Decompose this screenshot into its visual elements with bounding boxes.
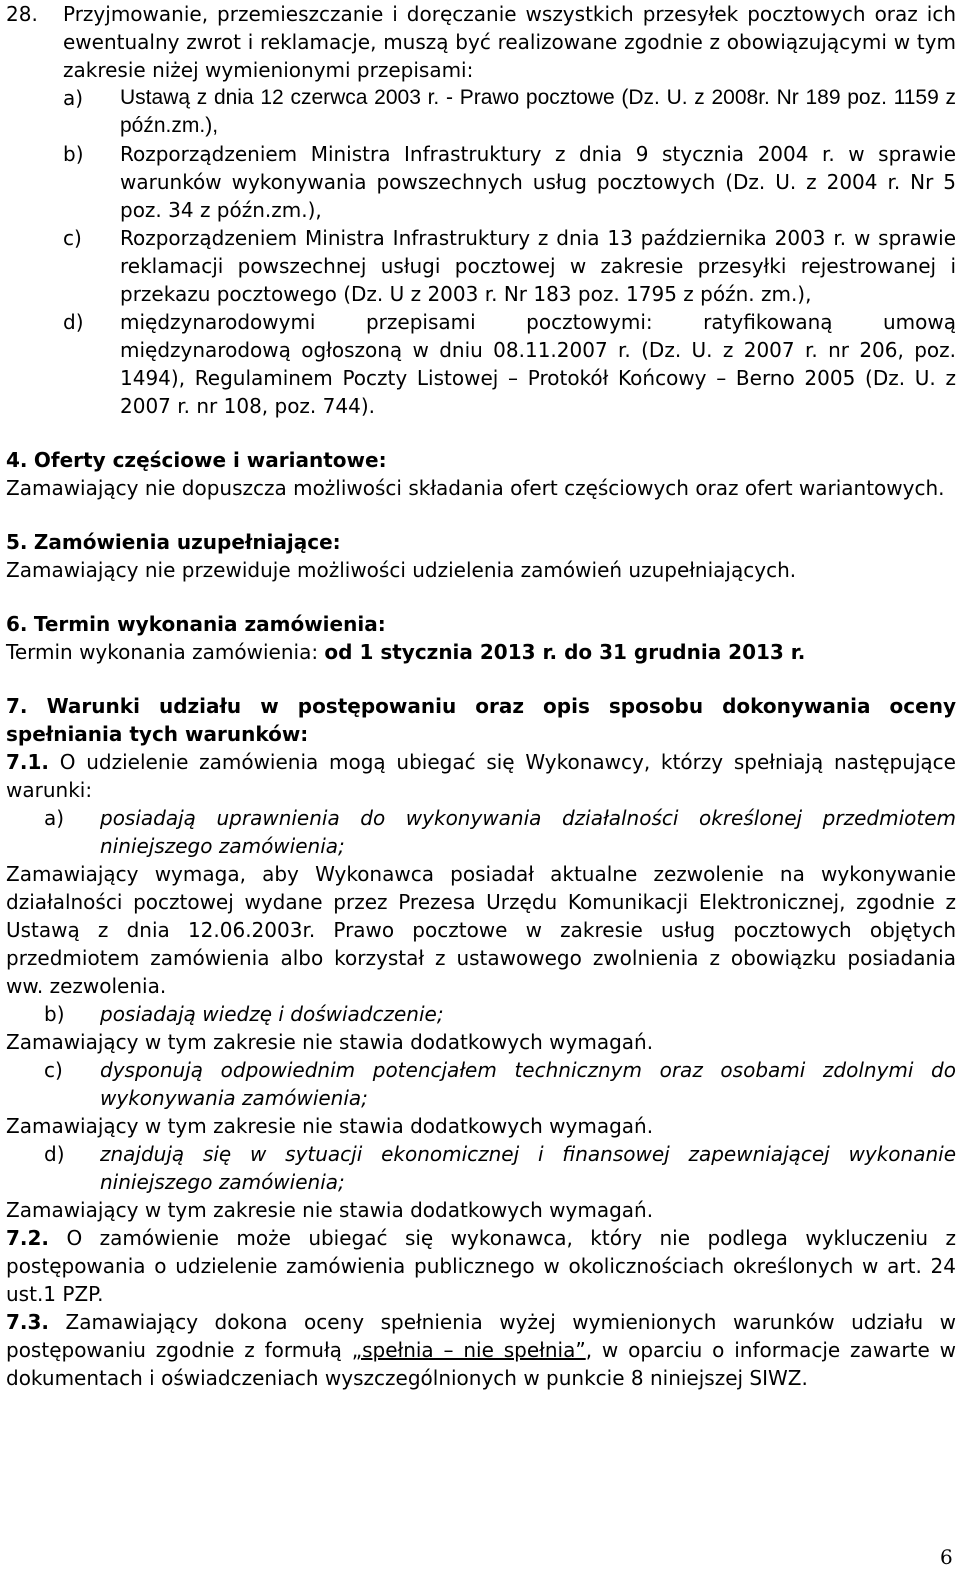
condition-a-requirement: Zamawiający wymaga, aby Wykonawca posiadał aktualne zezwolenie na wykonywanie działalności pocztowej wydane przez Prezesa Urzędu Komunikacji Elektronicznej, zgodnie z Ustawą z dnia 12.06.2003r. Prawo pocztowe w zakresie usług pocztowych objętych przedmiotem zamówienia albo korzystał z ustawowego zwolnienia z obowiązku posiadania ww. zezwolenia.: [6, 862, 956, 998]
list-label: a): [63, 86, 84, 110]
condition-c-requirement: Zamawiający w tym zakresie nie stawia dodatkowych wymagań.: [6, 1114, 654, 1138]
condition-text: posiadają wiedzę i doświadczenie;: [100, 1002, 444, 1026]
list-item-b: [63, 140, 956, 224]
list-label: c): [63, 226, 82, 250]
clause-number: 28.: [6, 2, 38, 26]
condition-d: [6, 1140, 956, 1196]
clause-28: [6, 0, 956, 420]
list-text: międzynarodowymi przepisami pocztowymi: ratyfikowaną umową międzynarodową ogłoszoną w dniu 08.11.2007 r. (Dz. U. z 2007 r. nr 206, poz. 1494), Regulaminem Poczty Listowej – Protokół Końcowy – Berno 2005 (Dz. U. z 2007 r. nr 108, poz. 744).: [120, 310, 956, 418]
list-text: Rozporządzeniem Ministra Infrastruktury z dnia 9 stycznia 2004 r. w sprawie warunków wykonywania powszechnych usług pocztowych (Dz. U. z 2004 r. Nr 5 poz. 34 z późn.zm.),: [120, 142, 956, 222]
list-label: d): [63, 310, 84, 334]
condition-c: [6, 1056, 956, 1112]
list-text: Ustawą z dnia 12 czerwca 2003 r. - Prawo pocztowe (Dz. U. z 2008r. Nr 189 poz. 1159 z późn.zm.),: [120, 86, 956, 137]
condition-a: [6, 804, 956, 860]
document-page: [6, 0, 956, 1392]
contract-term: od 1 stycznia 2013 r. do 31 grudnia 2013 r.: [324, 640, 806, 664]
list-item-c: [63, 224, 956, 308]
list-label: b): [44, 1002, 65, 1026]
section-4-text: Zamawiający nie dopuszcza możliwości składania ofert częściowych oraz ofert wariantowych.: [6, 476, 945, 500]
section-5-text: Zamawiający nie przewiduje możliwości udzielenia zamówień uzupełniających.: [6, 558, 797, 582]
section-7-2: 7.2. O zamówienie może ubiegać się wykonawca, który nie podlega wykluczeniu z postępowania o udzielenie zamówienia publicznego w okolicznościach określonych w art. 24 ust.1 PZP.: [6, 1226, 956, 1306]
list-label: d): [44, 1142, 65, 1166]
list-item-d: [63, 308, 956, 420]
list-label: c): [44, 1058, 63, 1082]
section-7-heading: 7. Warunki udziału w postępowaniu oraz opis sposobu dokonywania oceny spełniania tych warunków:: [6, 694, 956, 746]
condition-b: [6, 1000, 956, 1028]
condition-b-requirement: Zamawiający w tym zakresie nie stawia dodatkowych wymagań.: [6, 1030, 654, 1054]
list-item-a: [63, 84, 956, 140]
section-5-heading: 5. Zamówienia uzupełniające:: [6, 530, 341, 554]
clause-text: Przyjmowanie, przemieszczanie i doręczanie wszystkich przesyłek pocztowych oraz ich ewentualny zwrot i reklamacje, muszą być realizowane zgodnie z obowiązującymi w tym zakresie niżej wymienionymi przepisami:: [63, 2, 956, 82]
condition-text: znajdują się w sytuacji ekonomicznej i finansowej zapewniającej wykonanie niniejszego zamówienia;: [100, 1142, 956, 1194]
section-7-1: 7.1. O udzielenie zamówienia mogą ubiegać się Wykonawcy, którzy spełniają następujące warunki:: [6, 750, 956, 802]
section-6-heading: 6. Termin wykonania zamówienia:: [6, 612, 386, 636]
list-text: Rozporządzeniem Ministra Infrastruktury z dnia 13 października 2003 r. w sprawie reklamacji powszechnej usługi pocztowej w zakresie przesyłki rejestrowanej i przekazu pocztowego (Dz. U z 2003 r. Nr 183 poz. 1795 z późn. zm.),: [120, 226, 956, 306]
page-number: 6: [940, 1545, 953, 1569]
section-4-heading: 4. Oferty częściowe i wariantowe:: [6, 448, 387, 472]
list-label: a): [44, 806, 65, 830]
evaluation-formula: „spełnia – nie spełnia”: [351, 1338, 586, 1362]
condition-text: dysponują odpowiednim potencjałem technicznym oraz osobami zdolnymi do wykonywania zamówienia;: [100, 1058, 956, 1110]
section-7-3: 7.3. Zamawiający dokona oceny spełnienia wyżej wymienionych warunków udziału w postępowaniu zgodnie z formułą „spełnia – nie spełnia”, w oparciu o informacje zawarte w dokumentach i oświadczeniach wyszczególnionych w punkcie 8 niniejszej SIWZ.: [6, 1310, 957, 1390]
list-label: b): [63, 142, 84, 166]
section-6-text: Termin wykonania zamówienia: od 1 stycznia 2013 r. do 31 grudnia 2013 r.: [6, 640, 806, 664]
condition-text: posiadają uprawnienia do wykonywania działalności określonej przedmiotem niniejszego zamówienia;: [100, 806, 956, 858]
condition-d-requirement: Zamawiający w tym zakresie nie stawia dodatkowych wymagań.: [6, 1198, 654, 1222]
